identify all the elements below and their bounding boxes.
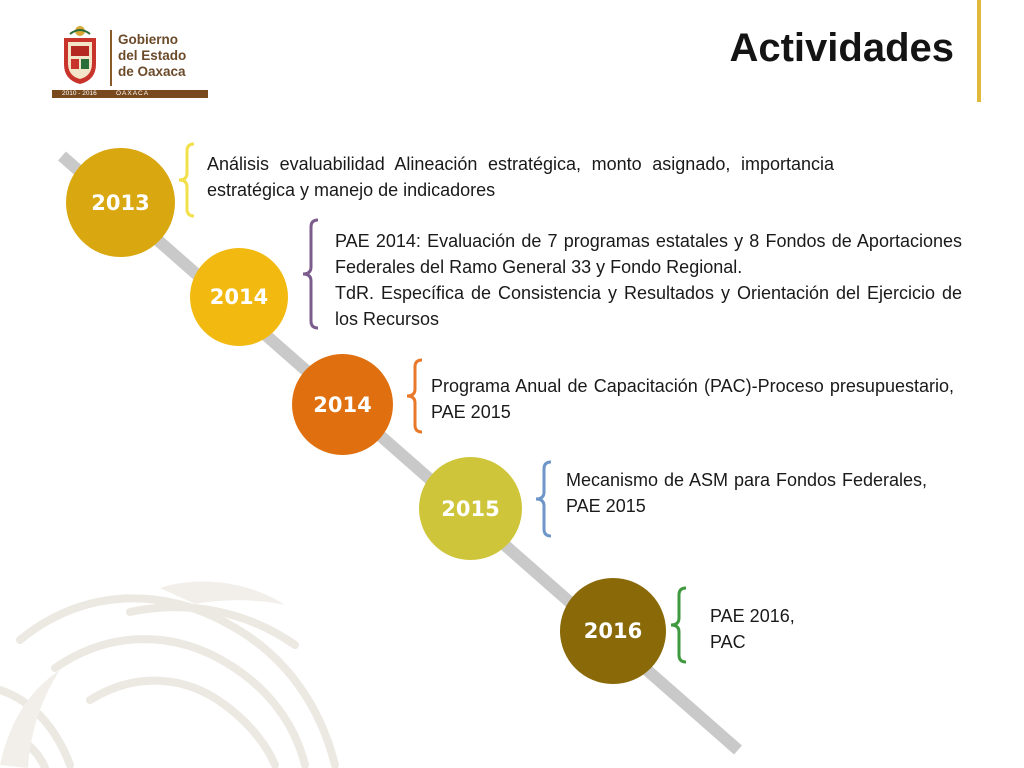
- timeline-description-2015: [566, 467, 927, 519]
- logo-line-2: del Estado: [118, 48, 187, 63]
- logo-divider: [110, 30, 112, 86]
- government-logo: [52, 24, 208, 100]
- description-line: Programa Anual de Capacitación (PAC)-Proceso presupuestario, PAE 2015: [431, 376, 954, 422]
- timeline-bracket-icon: [666, 586, 688, 664]
- timeline-node-2014-second: 2014: [292, 354, 393, 455]
- timeline-description-2014-b: [431, 373, 954, 425]
- timeline-node-2015: 2015: [419, 457, 522, 560]
- title-accent-rule: [977, 0, 981, 102]
- timeline-description-2013: [207, 151, 834, 203]
- description-line: TdR. Específica de Consistencia y Resultados y Orientación del Ejercicio de los Recursos: [335, 283, 962, 329]
- description-line: PAE 2016,: [710, 606, 795, 626]
- description-line: PAC: [710, 632, 746, 652]
- logo-band: [52, 90, 208, 98]
- timeline-bracket-icon: [531, 460, 553, 538]
- logo-text: [118, 32, 186, 80]
- description-line: Mecanismo de ASM para Fondos Federales, PAE 2015: [566, 470, 927, 516]
- coat-of-arms-icon: [60, 24, 100, 86]
- logo-state: OAXACA: [116, 90, 150, 97]
- timeline-node-2014: 2014: [190, 248, 288, 346]
- timeline-bracket-icon: [402, 358, 424, 434]
- timeline-node-2013: 2013: [66, 148, 175, 257]
- description-line: Análisis evaluabilidad Alineación estratégica, monto asignado, importancia estratégica y manejo de indicadores: [207, 154, 834, 200]
- timeline-bracket-icon: [298, 218, 320, 330]
- logo-line-3: de Oaxaca: [118, 64, 186, 79]
- timeline-node-2016: 2016: [560, 578, 666, 684]
- timeline-description-2016: [710, 603, 870, 655]
- timeline-description-2014-a: [335, 228, 962, 332]
- description-line: PAE 2014: Evaluación de 7 programas estatales y 8 Fondos de Aportaciones Federales del Ramo General 33 y Fondo Regional.: [335, 231, 962, 277]
- logo-line-1: Gobierno: [118, 32, 178, 47]
- page-title: Actividades: [729, 26, 954, 70]
- timeline-bracket-icon: [174, 142, 196, 218]
- logo-years: 2010 - 2016: [62, 90, 97, 97]
